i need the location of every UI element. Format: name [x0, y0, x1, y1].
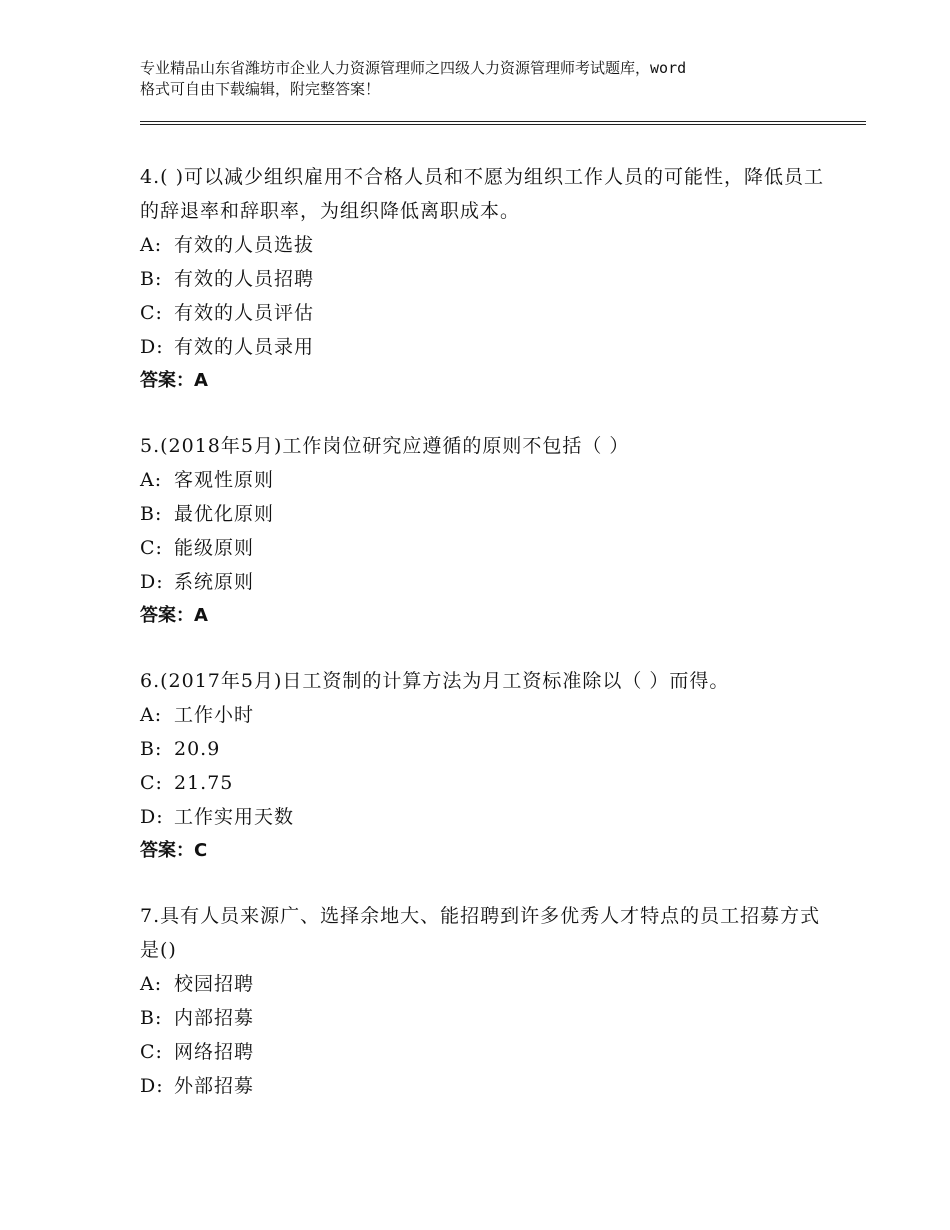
option-text: 网络招聘: [174, 1041, 255, 1063]
option-key: C:: [140, 772, 163, 794]
question-stem: 7.具有人员来源广、选择余地大、能招聘到许多优秀人才特点的员工招募方式是(): [140, 905, 821, 961]
option-text: 有效的人员评估: [174, 302, 315, 324]
question-7: [140, 899, 840, 1103]
option-text: 校园招聘: [174, 973, 255, 995]
option-text: 客观性原则: [174, 469, 275, 491]
option-key: C:: [140, 537, 163, 559]
option-key: D:: [140, 571, 164, 593]
option-key: D:: [140, 1075, 164, 1097]
answer-label: 答案：A: [140, 370, 208, 391]
document-header: [140, 58, 840, 100]
option-d: [140, 1069, 840, 1103]
question-5: [140, 429, 840, 633]
option-key: B:: [140, 503, 163, 525]
option-text: 工作实用天数: [174, 806, 295, 828]
answer-label: 答案：C: [140, 840, 208, 861]
header-line-2: 格式可自由下载编辑，附完整答案！: [140, 80, 381, 98]
option-text: 有效的人员选拔: [174, 234, 315, 256]
question-6: [140, 664, 840, 868]
option-c: [140, 531, 840, 565]
option-d: [140, 565, 840, 599]
option-b: [140, 262, 840, 296]
option-text: 能级原则: [174, 537, 255, 559]
option-d: [140, 800, 840, 834]
option-key: D:: [140, 336, 164, 358]
option-a: [140, 967, 840, 1001]
option-text: 有效的人员招聘: [174, 268, 315, 290]
header-rule-top: [140, 121, 866, 122]
option-a: [140, 463, 840, 497]
option-b: [140, 732, 840, 766]
option-b: [140, 497, 840, 531]
option-key: B:: [140, 268, 163, 290]
header-rule-bottom: [140, 124, 866, 125]
header-line-1: 专业精品山东省潍坊市企业人力资源管理师之四级人力资源管理师考试题库，word: [140, 59, 687, 77]
option-b: [140, 1001, 840, 1035]
option-key: A:: [140, 234, 163, 256]
option-text: 外部招募: [174, 1075, 255, 1097]
option-key: B:: [140, 1007, 163, 1029]
option-key: D:: [140, 806, 164, 828]
option-d: [140, 330, 840, 364]
option-text: 工作小时: [174, 704, 255, 726]
question-4: [140, 160, 840, 398]
option-a: [140, 698, 840, 732]
option-text: 系统原则: [174, 571, 255, 593]
option-c: [140, 766, 840, 800]
option-text: 21.75: [174, 772, 234, 794]
option-key: A:: [140, 469, 163, 491]
option-key: B:: [140, 738, 163, 760]
question-stem: 6.(2017年5月)日工资制的计算方法为月工资标准除以（ ）而得。: [140, 670, 730, 692]
answer-label: 答案：A: [140, 605, 208, 626]
option-c: [140, 296, 840, 330]
option-key: A:: [140, 704, 163, 726]
option-key: A:: [140, 973, 163, 995]
question-stem: 4.( )可以减少组织雇用不合格人员和不愿为组织工作人员的可能性，降低员工的辞退率和辞职率，为组织降低离职成本。: [140, 166, 824, 222]
question-list: [140, 160, 840, 1134]
option-text: 20.9: [174, 738, 221, 760]
option-text: 最优化原则: [174, 503, 275, 525]
option-key: C:: [140, 1041, 163, 1063]
option-c: [140, 1035, 840, 1069]
option-text: 内部招募: [174, 1007, 255, 1029]
question-stem: 5.(2018年5月)工作岗位研究应遵循的原则不包括（ ）: [140, 435, 630, 457]
option-key: C:: [140, 302, 163, 324]
option-a: [140, 228, 840, 262]
option-text: 有效的人员录用: [174, 336, 315, 358]
